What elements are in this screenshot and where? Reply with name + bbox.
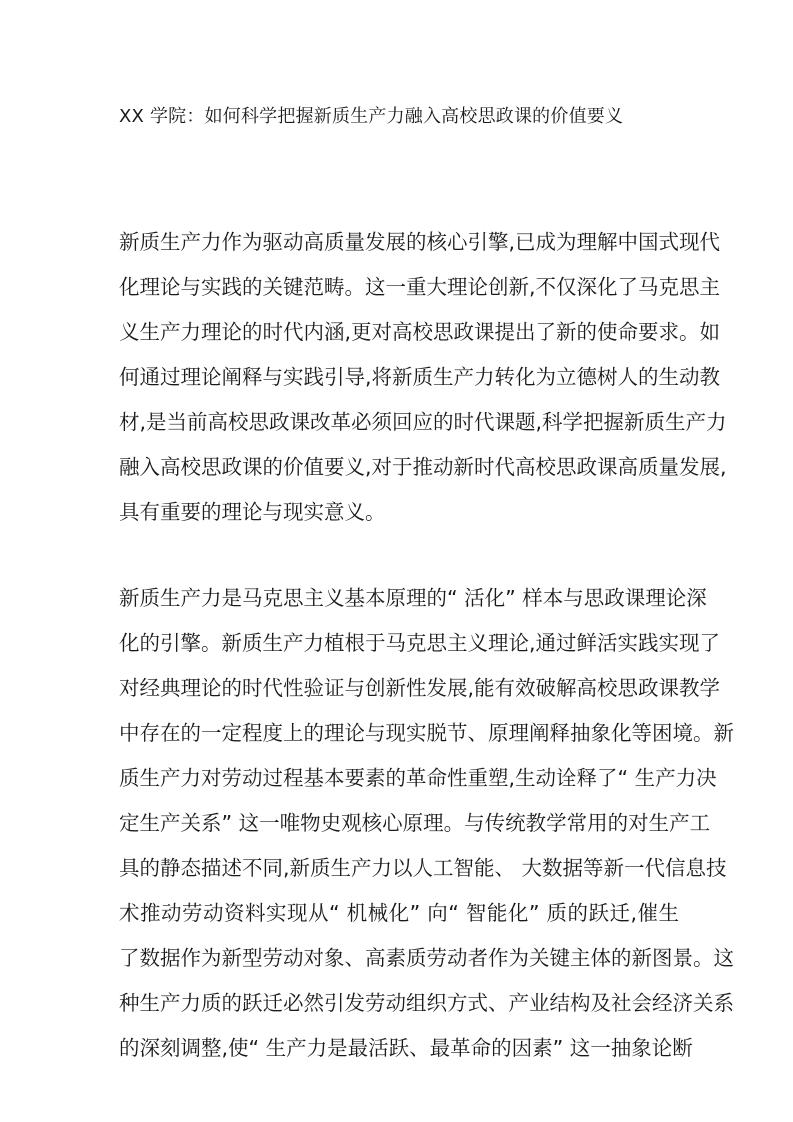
paragraph-2 xyxy=(119,576,734,1071)
paragraph-line: 对经典理论的时代性验证与创新性发展,能有效破解高校思政课教学 xyxy=(119,676,721,700)
paragraph-line: 化理论与实践的关键范畴。这一重大理论创新,不仅深化了马克思主 xyxy=(119,275,721,299)
paragraph-line: 质生产力对劳动过程基本要素的革命性重塑,生动诠释了“ 生产力决 xyxy=(119,766,717,790)
paragraph-line: 新质生产力是马克思主义基本原理的“ 活化” 样本与思政课理论深 xyxy=(119,586,707,610)
paragraph-line: 中存在的一定程度上的理论与现实脱节、原理阐释抽象化等困境。新 xyxy=(119,721,734,745)
paragraph-line: 融入高校思政课的价值要义,对于推动新时代高校思政课高质量发展, xyxy=(119,455,727,479)
paragraph-line: 术推动劳动资料实现从“ 机械化” 向“ 智能化” 质的跃迁,催生 xyxy=(119,901,679,925)
paragraph-line: 化的引擎。新质生产力植根于马克思主义理论,通过鲜活实践实现了 xyxy=(119,631,721,655)
paragraph-1 xyxy=(119,220,727,535)
paragraph-line: 种生产力质的跃迁必然引发劳动组织方式、产业结构及社会经济关系 xyxy=(119,991,734,1015)
paragraph-line: 义生产力理论的时代内涵,更对高校思政课提出了新的使命要求。如 xyxy=(119,320,721,344)
document-title: XX 学院：如何科学把握新质生产力融入高校思政课的价值要义 xyxy=(119,106,624,127)
paragraph-line: 具有重要的理论与现实意义。 xyxy=(119,500,386,524)
paragraph-line: 具的静态描述不同,新质生产力以人工智能、 大数据等新一代信息技 xyxy=(119,856,727,880)
paragraph-line: 了数据作为新型劳动对象、高素质劳动者作为关键主体的新图景。这 xyxy=(119,946,734,970)
paragraph-line: 的深刻调整,使“ 生产力是最活跃、最革命的因素” 这一抽象论断 xyxy=(119,1036,693,1060)
paragraph-line: 何通过理论阐释与实践引导,将新质生产力转化为立德树人的生动教 xyxy=(119,365,721,389)
paragraph-line: 材,是当前高校思政课改革必须回应的时代课题,科学把握新质生产力 xyxy=(119,410,727,434)
paragraph-line: 定生产关系” 这一唯物史观核心原理。与传统教学常用的对生产工 xyxy=(119,811,711,835)
paragraph-line: 新质生产力作为驱动高质量发展的核心引擎,已成为理解中国式现代 xyxy=(119,230,721,254)
